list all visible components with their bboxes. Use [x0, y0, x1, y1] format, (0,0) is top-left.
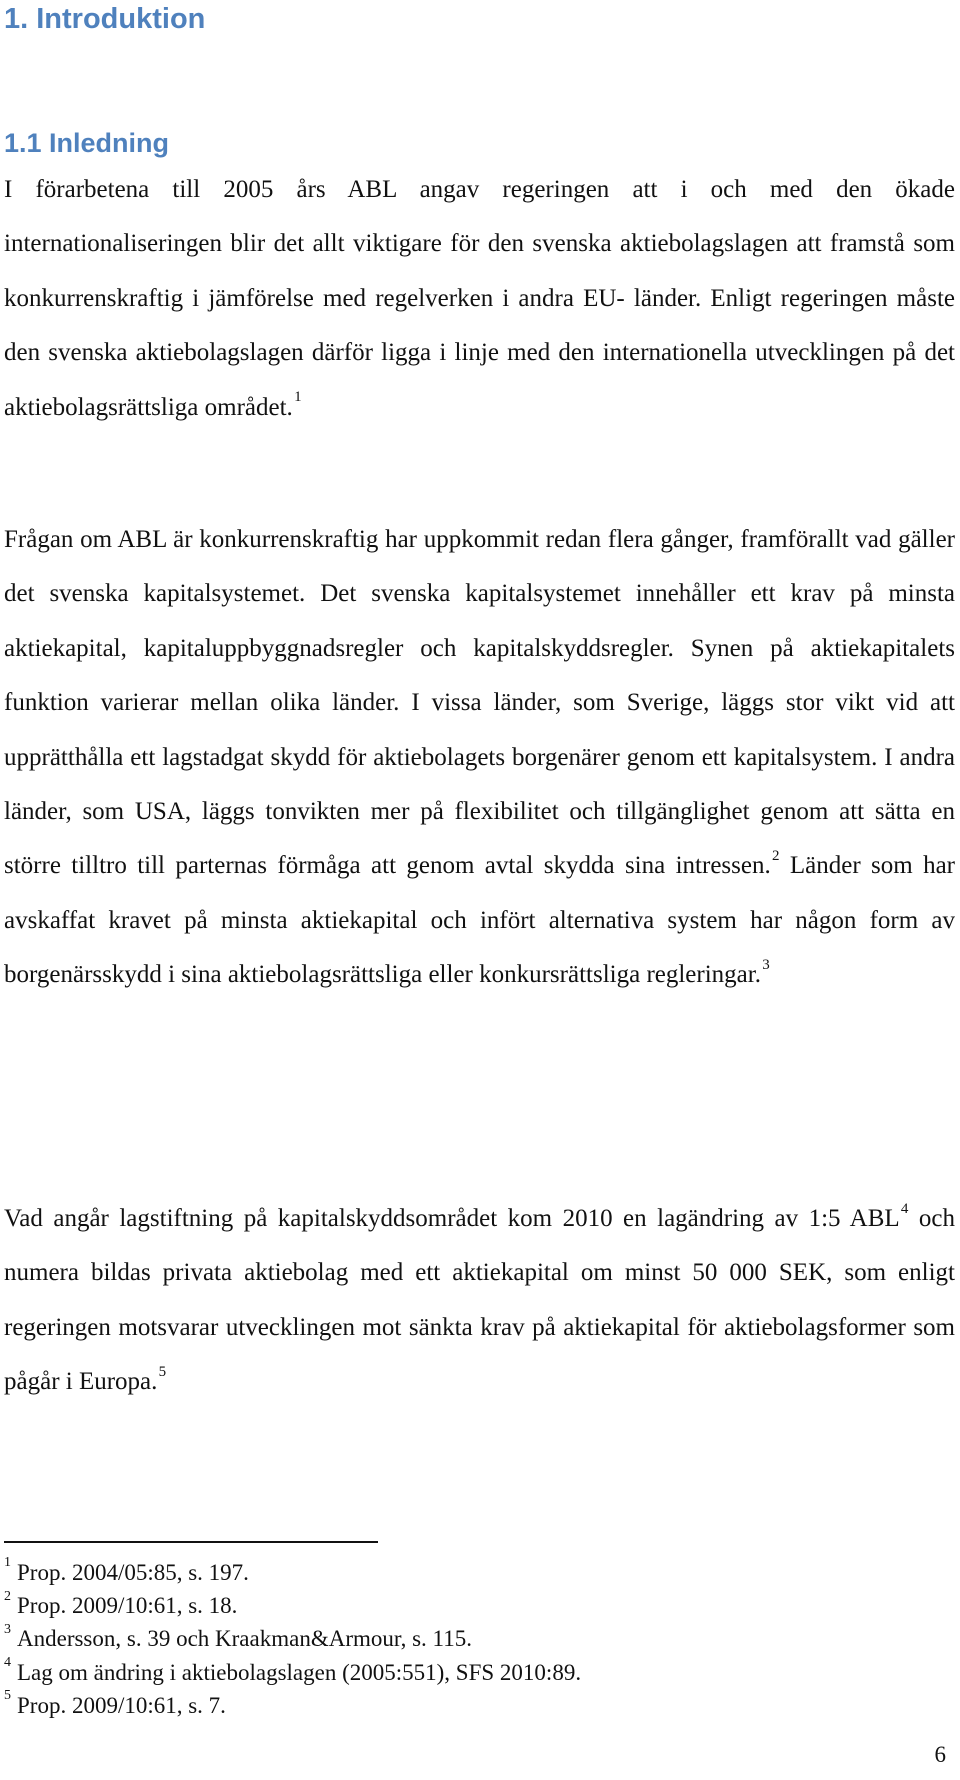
footnote-text: Prop. 2009/10:61, s. 18.: [17, 1593, 238, 1619]
footnote-ref-3[interactable]: 3: [762, 956, 770, 973]
paragraph-intro: [4, 163, 955, 435]
footnote-number: 4: [4, 1654, 11, 1670]
paragraph-text: Vad angår lagstiftning på kapitalskyddsområdet kom 2010 en lagändring av 1:5 ABL: [4, 1205, 900, 1232]
footnote-number: 2: [4, 1588, 11, 1604]
page-number: 6: [934, 1742, 946, 1767]
paragraph-legislation: [4, 1192, 955, 1410]
footnote-number: 5: [4, 1688, 11, 1704]
chapter-heading: 1. Introduktion: [4, 3, 206, 35]
footnote-ref-4[interactable]: 4: [900, 1200, 909, 1217]
footnote-item: [4, 1556, 904, 1589]
footnote-item: [4, 1589, 904, 1622]
paragraph-capital-system: [4, 513, 955, 1003]
footnote-ref-5[interactable]: 5: [158, 1363, 167, 1380]
paragraph-text-continued: och numera bildas privata aktiebolag med ett aktiekapital om minst 50 000 SEK, som enligt regeringen motsvarar utvecklingen mot sänkta krav på aktiekapital för aktiebolagsformer som pågår i Europa.: [4, 1205, 955, 1396]
footnote-separator: [4, 1541, 378, 1543]
footnote-text: Prop. 2009/10:61, s. 7.: [17, 1692, 226, 1718]
footnote-number: 1: [4, 1555, 11, 1571]
footnote-text: Lag om ändring i aktiebolagslagen (2005:551), SFS 2010:89.: [17, 1659, 582, 1685]
footnote-list: [4, 1556, 904, 1722]
section-heading: 1.1 Inledning: [4, 128, 170, 158]
footnote-item: [4, 1622, 904, 1655]
paragraph-text: Frågan om ABL är konkurrenskraftig har uppkommit redan flera gånger, framförallt vad gäller det svenska kapitalsystemet. Det svenska kapitalsystemet innehåller ett krav på minsta aktiekapital, kapitaluppbyggnadsregler och kapitalskyddsregler. Synen på aktiekapitalets funktion varierar mellan olika länder. I vissa länder, som Sverige, läggs stor vikt vid att upprätthålla ett lagstadgat skydd för aktiebolagets borgenärer genom ett kapitalsystem. I andra länder, som USA, läggs tonvikten mer på flexibilitet och tillgänglighet genom att sätta en större tilltro till parternas förmåga att genom avtal skydda sina intressen.: [4, 526, 955, 880]
footnote-ref-1[interactable]: 1: [294, 389, 302, 406]
footnote-ref-2[interactable]: 2: [771, 848, 780, 865]
footnote-item: [4, 1689, 904, 1722]
footnote-text: Andersson, s. 39 och Kraakman&Armour, s. 115.: [17, 1626, 472, 1652]
paragraph-text-continued: Länder som har avskaffat kravet på minsta aktiekapital och infört alternativa system har någon form av borgenärsskydd i sina aktiebolagsrättsliga eller konkursrättsliga regleringar.: [4, 852, 955, 989]
footnote-item: [4, 1656, 904, 1689]
paragraph-text: I förarbetena till 2005 års ABL angav regeringen att i och med den ökade internationaliseringen blir det allt viktigare för den svenska aktiebolagslagen att framstå som konkurrenskraftig i jämförelse med regelverken i andra EU- länder. Enligt regeringen måste den svenska aktiebolagslagen därför ligga i linje med den internationella utvecklingen på det aktiebolagsrättsliga området.: [4, 176, 955, 421]
footnote-text: Prop. 2004/05:85, s. 197.: [17, 1560, 249, 1585]
footnote-number: 3: [4, 1621, 11, 1637]
